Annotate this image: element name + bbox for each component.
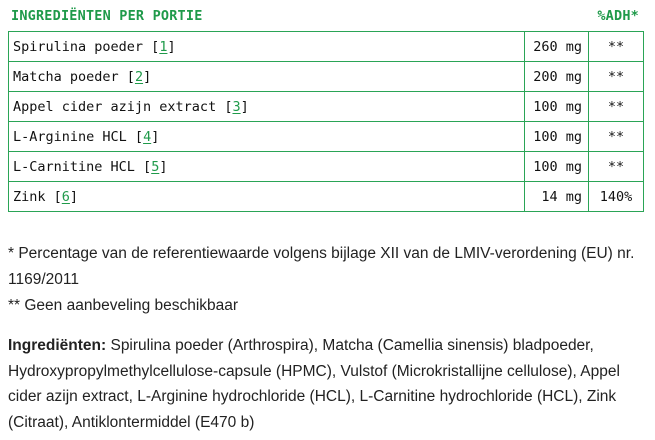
ingredients-label: Ingrediënten: — [8, 337, 107, 354]
ingredient-adh: 140% — [589, 182, 644, 212]
ingredient-amount: 200 mg — [525, 62, 589, 92]
ingredient-amount: 100 mg — [525, 152, 589, 182]
footnote-no-recommendation: ** Geen aanbeveling beschikbaar — [8, 297, 239, 314]
reference-link[interactable]: 1 — [159, 38, 168, 55]
ingredient-amount: 100 mg — [525, 122, 589, 152]
ingredient-name: Appel cider azijn extract — [13, 98, 217, 115]
ingredient-name: L-Arginine HCL — [13, 128, 127, 145]
table-row — [9, 62, 644, 92]
adh-column-label: %ADH* — [597, 8, 639, 24]
ingredient-adh: ** — [589, 62, 644, 92]
ingredient-name-cell: Zink [6] — [9, 182, 525, 212]
ingredient-name: L-Carnitine HCL — [13, 158, 135, 175]
reference-link[interactable]: 6 — [61, 188, 70, 205]
ingredient-name-cell: L-Carnitine HCL [5] — [9, 152, 525, 182]
footnote-reference-value: * Percentage van de referentiewaarde volgens bijlage XII van de LMIV-verordening (EU) nr. 1169/2011 — [8, 245, 635, 288]
table-title: INGREDIËNTEN PER PORTIE — [11, 8, 203, 24]
table-row — [9, 32, 644, 62]
table-row — [9, 92, 644, 122]
ingredient-adh: ** — [589, 92, 644, 122]
footnotes — [8, 241, 648, 319]
ingredient-name-cell: Appel cider azijn extract [3] — [9, 92, 525, 122]
table-header — [11, 8, 643, 26]
table-row — [9, 182, 644, 212]
reference-link[interactable]: 3 — [232, 98, 241, 115]
ingredients-text: Spirulina poeder (Arthrospira), Matcha (Camellia sinensis) bladpoeder, Hydroxypropylmethylcellulose-capsule (HPMC), Vulstof (Microkristallijne cellulose), Appel cider azijn extract, L-Arginine hydrochloride (HCL), L-Carnitine hydrochloride (HCL), Zink (Citraat), Antiklontermiddel (E470 b) — [8, 337, 620, 431]
ingredient-amount: 100 mg — [525, 92, 589, 122]
reference-link[interactable]: 5 — [151, 158, 160, 175]
ingredient-adh: ** — [589, 122, 644, 152]
table-row — [9, 122, 644, 152]
table-row — [9, 152, 644, 182]
ingredient-name-cell: L-Arginine HCL [4] — [9, 122, 525, 152]
ingredient-name: Matcha poeder — [13, 68, 119, 85]
reference-link[interactable]: 2 — [134, 68, 144, 85]
ingredient-name-cell: Matcha poeder [2] — [9, 62, 525, 92]
ingredient-amount: 260 mg — [525, 32, 589, 62]
ingredient-name: Zink — [13, 188, 46, 205]
ingredients-table — [8, 31, 644, 212]
ingredients-paragraph — [8, 333, 648, 435]
ingredient-amount: 14 mg — [525, 182, 589, 212]
ingredient-adh: ** — [589, 32, 644, 62]
ingredient-name: Spirulina poeder — [13, 38, 144, 55]
ingredient-name-cell: Spirulina poeder [1] — [9, 32, 525, 62]
ingredient-adh: ** — [589, 152, 644, 182]
reference-link[interactable]: 4 — [143, 128, 152, 145]
